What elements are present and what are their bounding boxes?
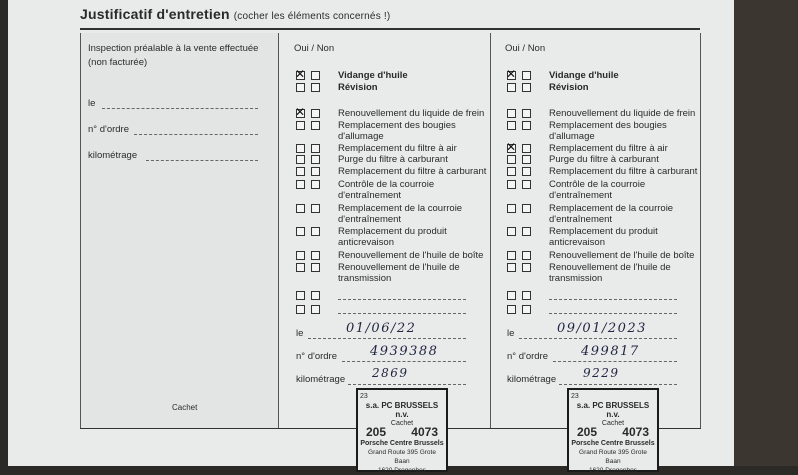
left-order-field[interactable] [134, 134, 258, 135]
checkbox-non[interactable] [311, 305, 320, 314]
stamp-centre: Porsche Centre Brussels [571, 440, 655, 447]
checkbox-oui[interactable] [507, 121, 516, 130]
extra-item-field[interactable] [338, 299, 466, 300]
km-field[interactable] [559, 384, 677, 385]
checkbox-non[interactable] [522, 204, 531, 213]
checkbox-non[interactable] [311, 121, 320, 130]
checkbox-non[interactable] [311, 155, 320, 164]
left-order-label: n° d'ordre [88, 124, 129, 135]
inspection-note: (non facturée) [88, 57, 148, 68]
order-label: n° d'ordre [507, 351, 548, 362]
service-item-label-cont: anticrevaison [338, 237, 394, 248]
oui-non-header: Oui / Non [294, 43, 335, 54]
service-item-label: Remplacement du filtre à air [549, 143, 668, 154]
service-item-label: Purge du filtre à carburant [549, 154, 659, 165]
service-item-label: Remplacement du filtre à carburant [549, 166, 698, 177]
check-mark-icon: ✕ [506, 140, 517, 154]
checkbox-non[interactable] [522, 155, 531, 164]
service-item-label: Remplacement du filtre à air [338, 143, 457, 154]
checkbox-non[interactable] [522, 263, 531, 272]
service-item-label-cont: d'entraînement [549, 214, 613, 225]
column-divider-2 [490, 33, 491, 428]
left-cachet-label: Cachet [172, 403, 198, 412]
service-item-label: Remplacement du filtre à carburant [338, 166, 487, 177]
service-item-label: Renouvellement de l'huile de [549, 262, 671, 273]
checkbox-oui[interactable] [507, 291, 516, 300]
checkbox-oui[interactable] [507, 83, 516, 92]
checkbox-oui[interactable] [296, 155, 305, 164]
extra-item-field[interactable] [549, 313, 677, 314]
left-panel [80, 33, 278, 428]
km-field[interactable] [348, 384, 466, 385]
order-label: n° d'ordre [296, 351, 337, 362]
checkbox-non[interactable] [311, 144, 320, 153]
km-label: kilométrage [296, 374, 346, 385]
checkbox-oui[interactable] [507, 305, 516, 314]
checkbox-oui[interactable] [296, 167, 305, 176]
service-item-label-cont: d'entraînement [338, 190, 402, 201]
left-date-label: le [88, 98, 96, 109]
column-divider-1 [278, 33, 279, 428]
checkbox-oui[interactable] [296, 227, 305, 236]
checkbox-oui[interactable] [296, 263, 305, 272]
left-km-field[interactable] [146, 160, 258, 161]
checkbox-non[interactable] [522, 121, 531, 130]
service-item-label-cont: transmission [549, 273, 603, 284]
stamp-numbers [571, 425, 655, 439]
order-field[interactable] [342, 361, 466, 362]
service-item-label-cont: d'allumage [549, 131, 595, 142]
order-field[interactable] [553, 361, 677, 362]
left-border [80, 33, 81, 428]
page-title: Justificatif d'entretien (cocher les éléments concernés !) [80, 6, 391, 22]
service-item-label-cont: anticrevaison [549, 237, 605, 248]
date-field[interactable] [519, 338, 677, 339]
check-mark-icon: ✕ [295, 67, 306, 81]
checkbox-oui[interactable] [296, 251, 305, 260]
stamp-number-right: 4073 [622, 425, 649, 439]
order-value: 4939388 [370, 344, 439, 359]
checkbox-non[interactable] [311, 83, 320, 92]
checkbox-non[interactable] [522, 83, 531, 92]
check-mark-icon: ✕ [506, 67, 517, 81]
checkbox-oui[interactable] [296, 180, 305, 189]
checkbox-oui[interactable] [507, 227, 516, 236]
service-item-label: Vidange d'huile [549, 70, 619, 81]
page-subtitle: (cocher les éléments concernés !) [233, 11, 391, 22]
checkbox-oui[interactable] [507, 167, 516, 176]
stamp-address: Grand Route 395 Grote Baan [579, 449, 647, 465]
stamp-company: s.a. PC BRUSSELS n.v. [576, 401, 650, 419]
header-rule [80, 28, 700, 30]
checkbox-non[interactable] [522, 251, 531, 260]
stamp-number-left: 205 [577, 425, 598, 439]
checkbox-oui[interactable] [296, 121, 305, 130]
service-item-label: Remplacement des bougies [549, 120, 667, 131]
stamp-cachet: Cachet [601, 420, 625, 427]
checkbox-oui[interactable] [507, 251, 516, 260]
check-mark-icon: ✕ [295, 105, 306, 119]
checkbox-oui[interactable] [507, 263, 516, 272]
checkbox-non[interactable] [522, 291, 531, 300]
service-item-label-cont: d'entraînement [338, 214, 402, 225]
service-item-label: Renouvellement de l'huile de boîte [549, 250, 695, 261]
service-item-label: Vidange d'huile [338, 70, 408, 81]
service-item-label: Renouvellement de l'huile de [338, 262, 460, 273]
extra-item-field[interactable] [549, 299, 677, 300]
checkbox-non[interactable] [311, 251, 320, 260]
service-item-label: Contrôle de la courroie [549, 179, 646, 190]
service-item-label: Renouvellement du liquide de frein [549, 108, 696, 119]
stamp-centre: Porsche Centre Brussels [360, 440, 444, 447]
checkbox-non[interactable] [522, 71, 531, 80]
checkbox-non[interactable] [311, 109, 320, 118]
service-item-label-cont: d'entraînement [549, 190, 613, 201]
checkbox-oui[interactable] [296, 144, 305, 153]
order-value: 499817 [581, 344, 640, 359]
checkbox-non[interactable] [522, 144, 531, 153]
service-item-label: Révision [549, 82, 589, 93]
checkbox-non[interactable] [311, 71, 320, 80]
dealer-stamp [567, 388, 659, 472]
km-value: 9229 [583, 366, 620, 380]
checkbox-oui[interactable] [296, 83, 305, 92]
stamp-top-number: 23 [360, 393, 368, 400]
right-border [700, 33, 701, 428]
service-item-label: Remplacement des bougies [338, 120, 456, 131]
date-label: le [296, 328, 304, 339]
date-value: 01/06/22 [346, 321, 417, 336]
km-label: kilométrage [507, 374, 557, 385]
dealer-stamp [356, 388, 448, 472]
checkbox-non[interactable] [522, 109, 531, 118]
checkbox-oui[interactable] [507, 204, 516, 213]
service-item-label: Remplacement du produit [549, 226, 658, 237]
checkbox-non[interactable] [311, 180, 320, 189]
oui-non-header: Oui / Non [505, 43, 546, 54]
date-label: le [507, 328, 515, 339]
checkbox-oui[interactable] [296, 204, 305, 213]
stamp-address: Grand Route 395 Grote Baan [368, 449, 436, 465]
stamp-numbers [360, 425, 444, 439]
stamp-city: 1620 Drogenbos [377, 467, 427, 474]
service-item-label: Purge du filtre à carburant [338, 154, 448, 165]
checkbox-oui[interactable] [507, 109, 516, 118]
checkbox-non[interactable] [311, 291, 320, 300]
service-item-label: Renouvellement du liquide de frein [338, 108, 485, 119]
km-value: 2869 [372, 366, 409, 380]
service-item-label: Remplacement de la courroie [549, 203, 674, 214]
extra-item-field[interactable] [338, 313, 466, 314]
stamp-top-number: 23 [571, 393, 579, 400]
checkbox-non[interactable] [311, 227, 320, 236]
checkbox-non[interactable] [522, 227, 531, 236]
stamp-number-right: 4073 [411, 425, 438, 439]
date-value: 09/01/2023 [557, 321, 647, 336]
left-date-field[interactable] [102, 108, 258, 109]
service-item-label: Contrôle de la courroie [338, 179, 435, 190]
checkbox-non[interactable] [311, 167, 320, 176]
checkbox-oui[interactable] [296, 291, 305, 300]
stamp-cachet: Cachet [390, 420, 414, 427]
checkbox-non[interactable] [522, 180, 531, 189]
inspection-heading: Inspection préalable à la vente effectuée [88, 43, 259, 54]
service-item-label-cont: transmission [338, 273, 392, 284]
stamp-number-left: 205 [366, 425, 387, 439]
checkbox-oui[interactable] [296, 305, 305, 314]
checkbox-oui[interactable] [507, 180, 516, 189]
date-field[interactable] [308, 338, 466, 339]
service-item-label: Révision [338, 82, 378, 93]
checkbox-non[interactable] [311, 263, 320, 272]
stamp-city: 1620 Drogenbos [588, 467, 638, 474]
service-item-label-cont: d'allumage [338, 131, 384, 142]
service-item-label: Remplacement du produit [338, 226, 447, 237]
left-km-label: kilométrage [88, 150, 138, 161]
checkbox-oui[interactable] [507, 155, 516, 164]
checkbox-non[interactable] [311, 204, 320, 213]
table-surface [734, 0, 798, 466]
service-item-label: Renouvellement de l'huile de boîte [338, 250, 484, 261]
service-item-label: Remplacement de la courroie [338, 203, 463, 214]
stamp-company: s.a. PC BRUSSELS n.v. [365, 401, 439, 419]
checkbox-non[interactable] [522, 305, 531, 314]
checkbox-non[interactable] [522, 167, 531, 176]
